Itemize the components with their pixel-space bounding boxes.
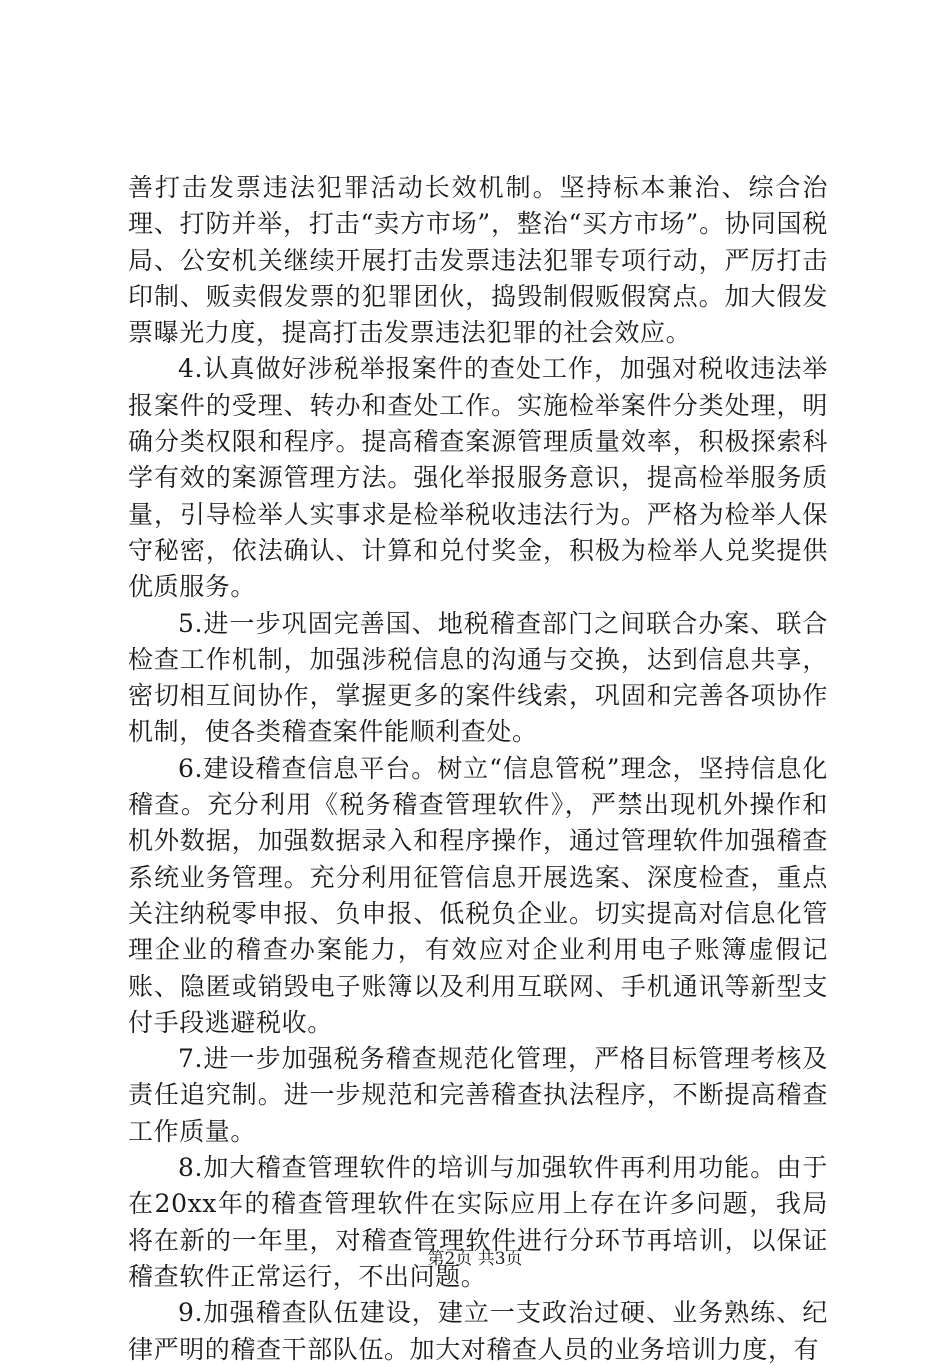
document-body xyxy=(128,170,828,1368)
paragraph-item-9: 9.加强稽查队伍建设，建立一支政治过硬、业务熟练、纪律严明的稽查干部队伍。加大对稽查人员的业务培训力度，有 xyxy=(128,1298,828,1364)
paragraph-continuation: 善打击发票违法犯罪活动长效机制。坚持标本兼治、综合治理、打防并举，打击“卖方市场”，整治“买方市场”。协同国税局、公安机关继续开展打击发票违法犯罪专项行动，严厉打击印制、贩卖假发票的犯罪团伙，捣毁制假贩假窝点。加大假发票曝光力度，提高打击发票违法犯罪的社会效应。 xyxy=(128,173,828,348)
paragraph-item-8: 8.加大稽查管理软件的培训与加强软件再利用功能。由于在20xx年的稽查管理软件在实际应用上存在许多问题，我局将在新的一年里，对稽查管理软件进行分环节再培训，以保证稽查软件正常运行，不出问题。 xyxy=(128,1153,828,1291)
paragraph-item-4: 4.认真做好涉税举报案件的查处工作，加强对税收违法举报案件的受理、转办和查处工作。实施检举案件分类处理，明确分类权限和程序。提高稽查案源管理质量效率，积极探索科学有效的案源管理方法。强化举报服务意识，提高检举服务质量，引导检举人实事求是检举税收违法行为。严格为检举人保守秘密，依法确认、计算和兑付奖金，积极为检举人兑奖提供优质服务。 xyxy=(128,354,828,602)
paragraph-item-7: 7.进一步加强税务稽查规范化管理，严格目标管理考核及责任追究制。进一步规范和完善稽查执法程序，不断提高稽查工作质量。 xyxy=(128,1044,828,1146)
paragraph-item-5: 5.进一步巩固完善国、地税稽查部门之间联合办案、联合检查工作机制，加强涉税信息的沟通与交换，达到信息共享，密切相互间协作，掌握更多的案件线索，巩固和完善各项协作机制，使各类稽查案件能顺利查处。 xyxy=(128,608,828,747)
page-number-footer: 第2页 共3页 xyxy=(427,1249,523,1269)
paragraph-item-6: 6.建设稽查信息平台。树立“信息管税”理念，坚持信息化稽查。充分利用《税务稽查管理软件》，严禁出现机外操作和机外数据，加强数据录入和程序操作，通过管理软件加强稽查系统业务管理。充分利用征管信息开展选案、深度检查，重点关注纳税零申报、负申报、低税负企业。切实提高对信息化管理企业的稽查办案能力，有效应对企业利用电子账簿虚假记账、隐匿或销毁电子账簿以及利用互联网、手机通讯等新型支付手段逃避税收。 xyxy=(128,753,828,1037)
